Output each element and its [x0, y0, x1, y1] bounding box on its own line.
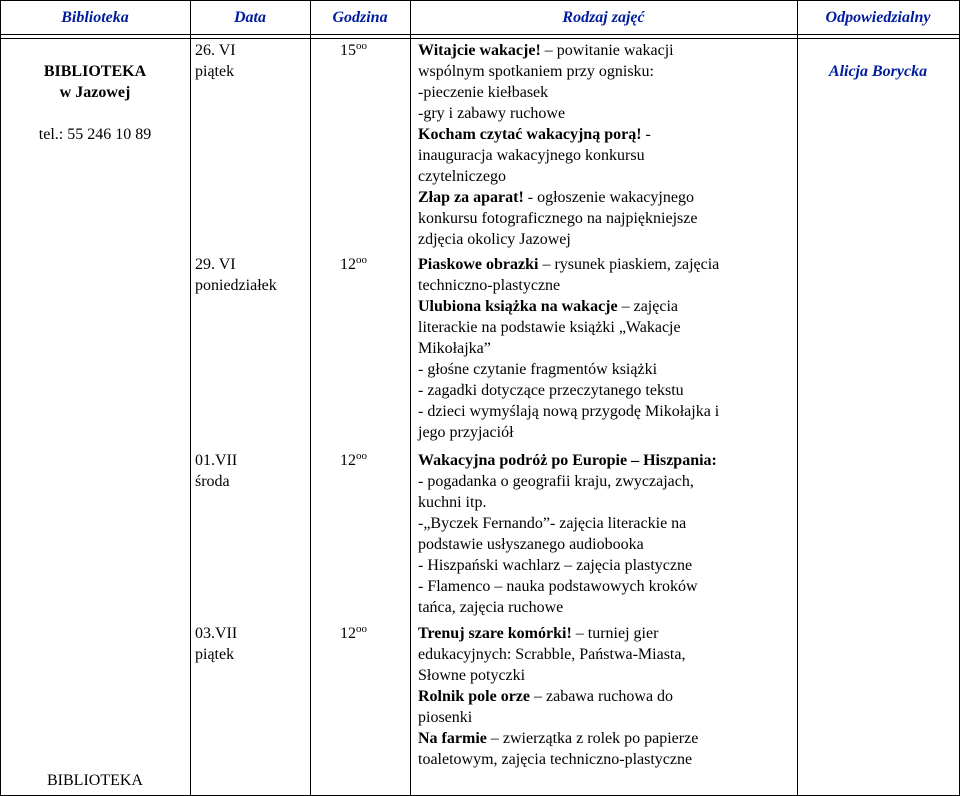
entry-day: piątek [195, 646, 235, 663]
column-divider [410, 0, 411, 796]
activity-line [418, 686, 698, 707]
entry-time [340, 40, 367, 61]
entry-date: 01.VII [195, 452, 238, 469]
activity-line [418, 82, 697, 103]
activity-line [418, 728, 698, 749]
entry-hour: 12 [340, 256, 356, 273]
activity-text: -pieczenie kiełbasek [418, 84, 549, 101]
column-divider [310, 0, 311, 796]
activity-title: Złap za aparat! [418, 189, 524, 206]
header-activity: Rodzaj zajęć [562, 9, 645, 26]
activity-line [418, 623, 698, 644]
activity-text: - Hiszpański wachlarz – zajęcia plastyczne [418, 557, 693, 574]
entry-date: 26. VI [195, 42, 236, 59]
library-name-next: BIBLIOTEKA [47, 772, 143, 789]
entry-time [340, 623, 367, 644]
column-divider [190, 0, 191, 796]
activity-text: - głośne czytanie fragmentów książki [418, 361, 658, 378]
activity-text: inauguracja wakacyjnego konkursu [418, 147, 645, 164]
header-time: Godzina [332, 9, 388, 26]
activity-line [418, 401, 719, 422]
activity-line [418, 296, 719, 317]
header-library: Biblioteka [61, 9, 129, 26]
activity-line [418, 707, 698, 728]
activity-line [418, 275, 719, 296]
activity-text: toaletowym, zajęcia techniczno-plastyczne [418, 751, 693, 768]
activity-text: czytelniczego [418, 168, 506, 185]
table-border-left [0, 0, 1, 796]
entry-time [340, 450, 367, 471]
activity-line [418, 338, 719, 359]
entry-day: piątek [195, 63, 235, 80]
activity-line [418, 450, 717, 471]
activity-title: Wakacyjna podróż po Europie – Hiszpania: [418, 452, 717, 469]
entry-date: 03.VII [195, 625, 238, 642]
activity-text: - [641, 126, 651, 143]
activity-line [418, 492, 717, 513]
activity-line [418, 145, 697, 166]
activity-line [418, 749, 698, 770]
activity-text: - dzieci wymyślają nową przygodę Mikołajka i [418, 403, 720, 420]
entry-day: środa [195, 473, 230, 490]
entry-time [340, 254, 367, 275]
activity-line [418, 471, 717, 492]
activity-text: - ogłoszenie wakacyjnego [523, 189, 694, 206]
activity-line [418, 534, 717, 555]
entry-date: 29. VI [195, 256, 236, 273]
activity-line [418, 229, 697, 250]
activity-title: Na farmie [418, 730, 487, 747]
activity-line [418, 254, 719, 275]
activity-text: – zwierzątka z rolek po papierze [486, 730, 699, 747]
activity-line [418, 61, 697, 82]
activity-line [418, 513, 717, 534]
library-phone: tel.: 55 246 10 89 [38, 126, 152, 143]
activity-text: edukacyjnych: Scrabble, Państwa-Miasta, [418, 646, 686, 663]
activity-text: kuchni itp. [418, 494, 487, 511]
library-location: w Jazowej [59, 84, 131, 101]
activity-title: Kocham czytać wakacyjną porą! [418, 126, 642, 143]
entry-hour: 12 [340, 452, 356, 469]
activity-line [418, 166, 697, 187]
header-responsible: Odpowiedzialny [825, 9, 931, 26]
entry-minutes: oo [356, 40, 367, 52]
activity-text: tańca, zajęcia ruchowe [418, 599, 564, 616]
activity-text: konkursu fotograficznego na najpiękniejsze [418, 210, 698, 227]
activity-text: Słowne potyczki [418, 667, 526, 684]
entry-activities [418, 450, 717, 618]
activity-line [418, 208, 697, 229]
activity-line [418, 187, 697, 208]
activity-line [418, 124, 697, 145]
activity-line [418, 380, 719, 401]
activity-line [418, 317, 719, 338]
library-name: BIBLIOTEKA [43, 63, 147, 80]
activity-text: – turniej gier [571, 625, 659, 642]
activity-title: Rolnik pole orze [418, 688, 530, 705]
activity-text: - zagadki dotyczące przeczytanego tekstu [418, 382, 684, 399]
activity-text: - Flamenco – nauka podstawowych kroków [418, 578, 698, 595]
activity-text: wspólnym spotkaniem przy ognisku: [418, 63, 654, 80]
entry-minutes: oo [356, 450, 367, 462]
activity-text: Mikołajka” [418, 340, 491, 357]
activity-text: jego przyjaciół [418, 424, 514, 441]
activity-text: zdjęcia okolicy Jazowej [418, 231, 571, 248]
responsible-person: Alicja Borycka [828, 63, 928, 80]
entry-hour: 15 [340, 42, 356, 59]
entry-day: poniedziałek [195, 277, 277, 294]
activity-text: -„Byczek Fernando”- zajęcia literackie na [418, 515, 687, 532]
activity-title: Witajcie wakacje! [418, 42, 541, 59]
activity-line [418, 103, 697, 124]
activity-line [418, 555, 717, 576]
activity-line [418, 422, 719, 443]
entry-activities [418, 623, 698, 770]
activity-line [418, 359, 719, 380]
activity-text: techniczno-plastyczne [418, 277, 561, 294]
activity-text: podstawie usłyszanego audiobooka [418, 536, 644, 553]
activity-text: – rysunek piaskiem, zajęcia [538, 256, 720, 273]
entry-minutes: oo [356, 254, 367, 266]
entry-hour: 12 [340, 625, 356, 642]
activity-text: literackie na podstawie książki „Wakacje [418, 319, 681, 336]
activity-line [418, 644, 698, 665]
activity-text: – zabawa ruchowa do [530, 688, 674, 705]
activity-text: – zajęcia [617, 298, 678, 315]
activity-text: – powitanie wakacji [540, 42, 674, 59]
activity-title: Ulubiona książka na wakacje [418, 298, 618, 315]
header-date: Data [234, 9, 266, 26]
activity-line [418, 665, 698, 686]
activity-text: piosenki [418, 709, 473, 726]
column-divider [797, 0, 798, 796]
entry-activities [418, 40, 697, 250]
activity-title: Piaskowe obrazki [418, 256, 539, 273]
entry-activities [418, 254, 719, 443]
entry-minutes: oo [356, 623, 367, 635]
activity-text: - pogadanka o geografii kraju, zwyczajach, [418, 473, 694, 490]
activity-line [418, 597, 717, 618]
activity-line [418, 40, 697, 61]
activity-line [418, 576, 717, 597]
activity-text: -gry i zabawy ruchowe [418, 105, 566, 122]
header-divider-double [0, 38, 960, 39]
activity-title: Trenuj szare komórki! [418, 625, 572, 642]
